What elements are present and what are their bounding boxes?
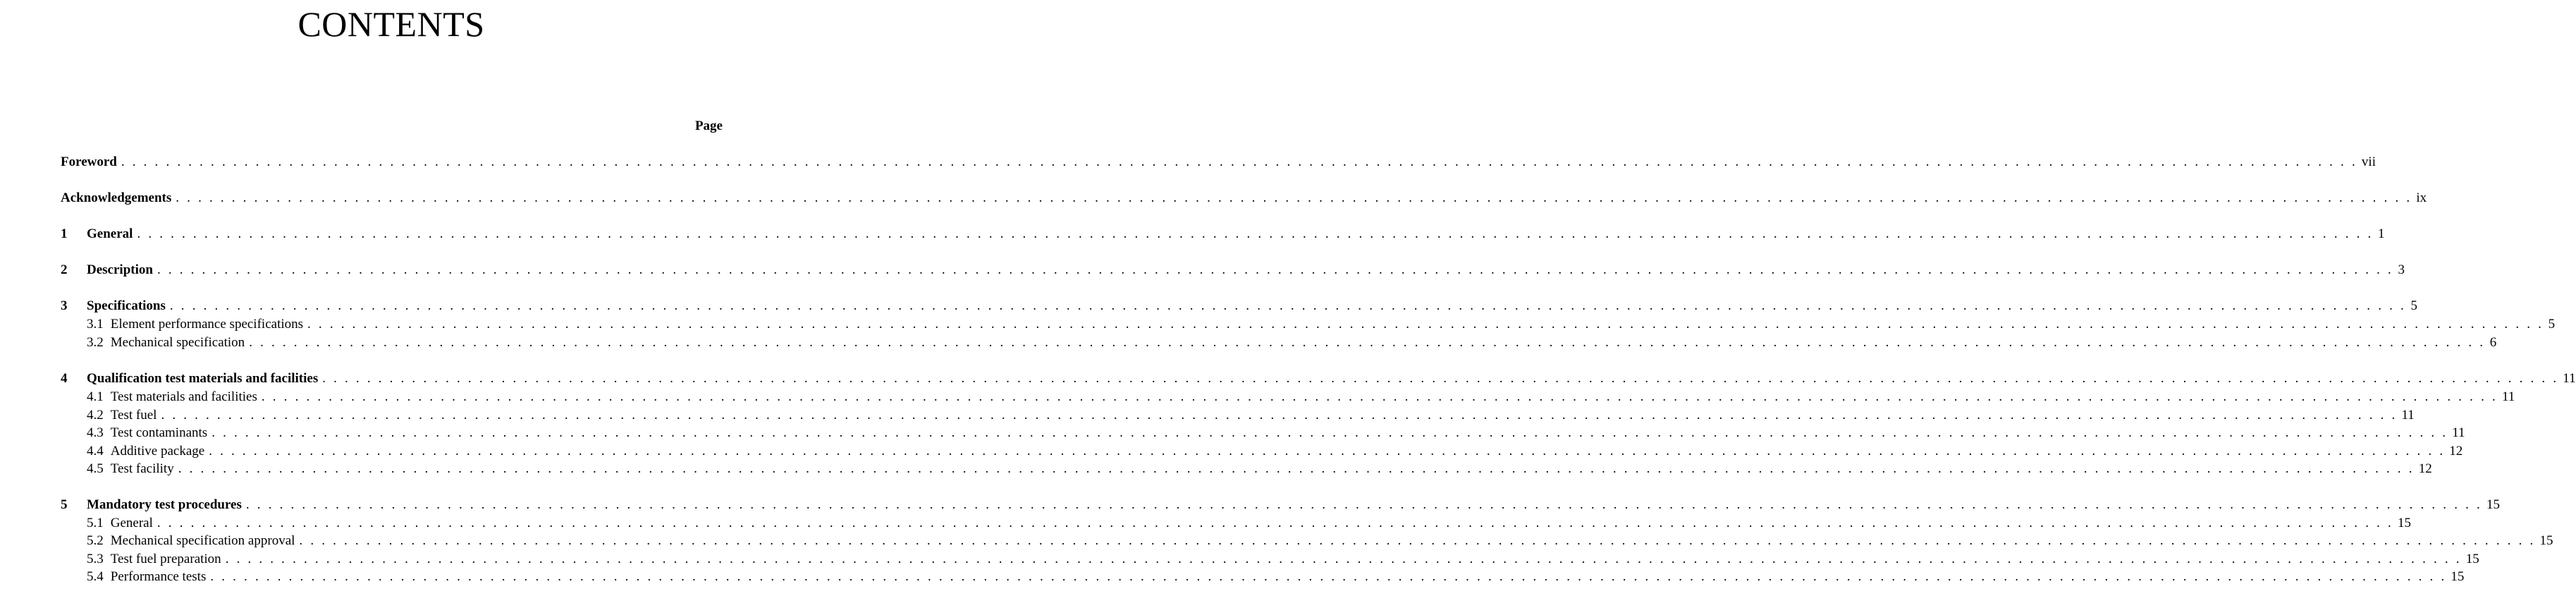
toc-entry-title: Mechanical specification approval	[110, 533, 295, 548]
toc-entry-page: vii	[2361, 154, 2376, 169]
toc-entry-title: Mechanical specification	[110, 335, 245, 350]
toc-entry-title: Description	[87, 262, 153, 277]
toc-entry-number: 4.1	[87, 389, 104, 404]
toc-entry-title: Foreword	[61, 154, 117, 169]
toc-entry[interactable]	[61, 569, 2465, 585]
toc-entry[interactable]	[61, 334, 2497, 351]
toc-entry-page: 5	[2548, 317, 2556, 332]
toc-entry[interactable]	[61, 515, 2411, 532]
toc-entry-number: 4.4	[87, 444, 104, 459]
toc-entry-number: 5.3	[87, 552, 104, 566]
dot-leader: . . . . . . . . . . . . . . . . . . . . . . . . . . . . . . . . . . . . . . . . . . . . . . . . . . . . . . . . . . . . . . . . . . . . . . . . . . . . . . . . . . . . . . . . . . . . . . . . . . . . . . . . . . . . . . . . . . . . . . . . . . . . . . . . . . . . . . . . . . . . . . . . . . . . . . . . . . . . . . . . . . . . . . . . . . . . . . . . . . . . . . . . . . . . . . . . . . . . . . . .	[178, 461, 2415, 476]
toc-entry-number: 5.2	[87, 533, 104, 548]
toc-entry-page: 15	[2539, 533, 2553, 548]
toc-entry[interactable]	[61, 154, 2376, 171]
toc-entry-page: 15	[2486, 497, 2500, 512]
dot-leader: . . . . . . . . . . . . . . . . . . . . . . . . . . . . . . . . . . . . . . . . . . . . . . . . . . . . . . . . . . . . . . . . . . . . . . . . . . . . . . . . . . . . . . . . . . . . . . . . . . . . . . . . . . . . . . . . . . . . . . . . . . . . . . . . . . . . . . . . . . . . . . . . . . . . . . . . . . . . . . . . . . . . . . . . . . . . . . . . . . . . . . . . . . . . . . . . . . . . . . . .	[299, 533, 2536, 548]
toc-entry-title: Test fuel preparation	[110, 552, 221, 566]
toc-entry[interactable]	[61, 497, 2500, 514]
toc-entry[interactable]	[61, 370, 2576, 387]
toc-entry[interactable]	[61, 443, 2463, 460]
toc-entry-number: 2	[61, 262, 68, 277]
toc-entry-number: 1	[61, 226, 68, 241]
toc-entry-page: 15	[2451, 569, 2465, 584]
toc-entry[interactable]	[61, 316, 2556, 333]
toc-entry-title: Test facility	[110, 461, 174, 476]
toc-entry-page: 15	[2397, 516, 2411, 530]
page-title: CONTENTS	[298, 4, 485, 44]
toc-entry-page: 5	[2410, 298, 2417, 313]
toc-entry-title: Test fuel	[110, 408, 157, 423]
dot-leader: . . . . . . . . . . . . . . . . . . . . . . . . . . . . . . . . . . . . . . . . . . . . . . . . . . . . . . . . . . . . . . . . . . . . . . . . . . . . . . . . . . . . . . . . . . . . . . . . . . . . . . . . . . . . . . . . . . . . . . . . . . . . . . . . . . . . . . . . . . . . . . . . . . . . . . . . . . . . . . . . . . . . . . . . . . . . . . . . . . . . . . . . . . . . . . . . . . . . . . . .	[307, 317, 2544, 332]
toc-entry[interactable]	[61, 551, 2479, 568]
dot-leader: . . . . . . . . . . . . . . . . . . . . . . . . . . . . . . . . . . . . . . . . . . . . . . . . . . . . . . . . . . . . . . . . . . . . . . . . . . . . . . . . . . . . . . . . . . . . . . . . . . . . . . . . . . . . . . . . . . . . . . . . . . . . . . . . . . . . . . . . . . . . . . . . . . . . . . . . . . . . . . . . . . . . . . . . . . . . . . . . . . . . . . . . . . . . . . . . . . . . . . . .	[249, 335, 2486, 350]
toc-entry-title: Specifications	[87, 298, 166, 313]
toc-entry[interactable]	[61, 425, 2465, 442]
toc-entry[interactable]	[61, 298, 2417, 315]
toc-entry-number: 4.3	[87, 425, 104, 440]
toc-entry-page: 12	[2418, 461, 2432, 476]
dot-leader: . . . . . . . . . . . . . . . . . . . . . . . . . . . . . . . . . . . . . . . . . . . . . . . . . . . . . . . . . . . . . . . . . . . . . . . . . . . . . . . . . . . . . . . . . . . . . . . . . . . . . . . . . . . . . . . . . . . . . . . . . . . . . . . . . . . . . . . . . . . . . . . . . . . . . . . . . . . . . . . . . . . . . . . . . . . . . . . . . . . . . . . . . . . . . . . . . . . . . . . .	[157, 262, 2393, 277]
toc-entry-title: General	[87, 226, 133, 241]
toc-entry-title: Acknowledgements	[61, 190, 172, 205]
toc-entry[interactable]	[61, 533, 2553, 549]
dot-leader: . . . . . . . . . . . . . . . . . . . . . . . . . . . . . . . . . . . . . . . . . . . . . . . . . . . . . . . . . . . . . . . . . . . . . . . . . . . . . . . . . . . . . . . . . . . . . . . . . . . . . . . . . . . . . . . . . . . . . . . . . . . . . . . . . . . . . . . . . . . . . . . . . . . . . . . . . . . . . . . . . . . . . . . . . . . . . . . . . . . . . . . . . . . . . . . . . . . . . . . .	[322, 371, 2559, 386]
toc-entry-page: 15	[2465, 552, 2479, 566]
toc-entry-title: Qualification test materials and facilities	[87, 371, 319, 386]
toc-entry-page: 3	[2398, 262, 2405, 277]
toc-entry-page: 11	[2401, 408, 2415, 423]
dot-leader: . . . . . . . . . . . . . . . . . . . . . . . . . . . . . . . . . . . . . . . . . . . . . . . . . . . . . . . . . . . . . . . . . . . . . . . . . . . . . . . . . . . . . . . . . . . . . . . . . . . . . . . . . . . . . . . . . . . . . . . . . . . . . . . . . . . . . . . . . . . . . . . . . . . . . . . . . . . . . . . . . . . . . . . . . . . . . . . . . . . . . . . . . . . . . . . . . . . . . . . .	[211, 425, 2448, 440]
dot-leader: . . . . . . . . . . . . . . . . . . . . . . . . . . . . . . . . . . . . . . . . . . . . . . . . . . . . . . . . . . . . . . . . . . . . . . . . . . . . . . . . . . . . . . . . . . . . . . . . . . . . . . . . . . . . . . . . . . . . . . . . . . . . . . . . . . . . . . . . . . . . . . . . . . . . . . . . . . . . . . . . . . . . . . . . . . . . . . . . . . . . . . . . . . . . . . . . . . . . . . . .	[161, 408, 2398, 423]
toc-entry[interactable]	[61, 407, 2415, 424]
toc-entry-title: Test contaminants	[110, 425, 208, 440]
toc-entry-title: Test materials and facilities	[110, 389, 257, 404]
toc-entry-page: 1	[2378, 226, 2385, 241]
toc-entry-title: Mandatory test procedures	[87, 497, 242, 512]
dot-leader: . . . . . . . . . . . . . . . . . . . . . . . . . . . . . . . . . . . . . . . . . . . . . . . . . . . . . . . . . . . . . . . . . . . . . . . . . . . . . . . . . . . . . . . . . . . . . . . . . . . . . . . . . . . . . . . . . . . . . . . . . . . . . . . . . . . . . . . . . . . . . . . . . . . . . . . . . . . . . . . . . . . . . . . . . . . . . . . . . . . . . . . . . . . . . . . . . . . . . . . .	[209, 444, 2446, 459]
toc-entry-title: Element performance specifications	[110, 317, 304, 332]
toc-entry[interactable]	[61, 389, 2515, 406]
dot-leader: . . . . . . . . . . . . . . . . . . . . . . . . . . . . . . . . . . . . . . . . . . . . . . . . . . . . . . . . . . . . . . . . . . . . . . . . . . . . . . . . . . . . . . . . . . . . . . . . . . . . . . . . . . . . . . . . . . . . . . . . . . . . . . . . . . . . . . . . . . . . . . . . . . . . . . . . . . . . . . . . . . . . . . . . . . . . . . . . . . . . . . . . . . . . . . . . . . . . . . . .	[225, 552, 2462, 566]
dot-leader: . . . . . . . . . . . . . . . . . . . . . . . . . . . . . . . . . . . . . . . . . . . . . . . . . . . . . . . . . . . . . . . . . . . . . . . . . . . . . . . . . . . . . . . . . . . . . . . . . . . . . . . . . . . . . . . . . . . . . . . . . . . . . . . . . . . . . . . . . . . . . . . . . . . . . . . . . . . . . . . . . . . . . . . . . . . . . . . . . . . . . . . . . . . . . . . . . . . . . . . .	[261, 389, 2498, 404]
toc-entry-page: 12	[2449, 444, 2463, 459]
toc-entry[interactable]	[61, 461, 2432, 478]
dot-leader: . . . . . . . . . . . . . . . . . . . . . . . . . . . . . . . . . . . . . . . . . . . . . . . . . . . . . . . . . . . . . . . . . . . . . . . . . . . . . . . . . . . . . . . . . . . . . . . . . . . . . . . . . . . . . . . . . . . . . . . . . . . . . . . . . . . . . . . . . . . . . . . . . . . . . . . . . . . . . . . . . . . . . . . . . . . . . . . . . . . . . . . . . . . . . . . . . . . . . . . .	[169, 298, 2406, 313]
toc-entry-title: Additive package	[110, 444, 205, 459]
toc-entry-title: Performance tests	[110, 569, 207, 584]
toc-entry-number: 5.4	[87, 569, 104, 584]
toc-entry-number: 3.2	[87, 335, 104, 350]
toc-entry-page: 11	[2563, 371, 2576, 386]
toc-entry-page: 11	[2452, 425, 2465, 440]
toc-entry-number: 5	[61, 497, 68, 512]
dot-leader: . . . . . . . . . . . . . . . . . . . . . . . . . . . . . . . . . . . . . . . . . . . . . . . . . . . . . . . . . . . . . . . . . . . . . . . . . . . . . . . . . . . . . . . . . . . . . . . . . . . . . . . . . . . . . . . . . . . . . . . . . . . . . . . . . . . . . . . . . . . . . . . . . . . . . . . . . . . . . . . . . . . . . . . . . . . . . . . . . . . . . . . . . . . . . . . . . . . . . . . .	[157, 516, 2393, 530]
toc-entry-page: ix	[2416, 190, 2427, 205]
toc-entry[interactable]	[61, 226, 2385, 243]
toc-entry-page: 6	[2489, 335, 2497, 350]
toc-entry-number: 5.1	[87, 516, 104, 530]
page-column-label: Page	[694, 119, 723, 133]
toc-entry-number: 4.5	[87, 461, 104, 476]
toc-entry-page: 11	[2501, 389, 2515, 404]
toc-entry-number: 3	[61, 298, 68, 313]
toc-entry[interactable]	[61, 262, 2405, 279]
toc-entry[interactable]	[61, 190, 2427, 207]
toc-entry-number: 3.1	[87, 317, 104, 332]
toc-entry-title: General	[110, 516, 153, 530]
dot-leader: . . . . . . . . . . . . . . . . . . . . . . . . . . . . . . . . . . . . . . . . . . . . . . . . . . . . . . . . . . . . . . . . . . . . . . . . . . . . . . . . . . . . . . . . . . . . . . . . . . . . . . . . . . . . . . . . . . . . . . . . . . . . . . . . . . . . . . . . . . . . . . . . . . . . . . . . . . . . . . . . . . . . . . . . . . . . . . . . . . . . . . . . . . . . . . . . . . . . . . . .	[121, 154, 2357, 169]
dot-leader: . . . . . . . . . . . . . . . . . . . . . . . . . . . . . . . . . . . . . . . . . . . . . . . . . . . . . . . . . . . . . . . . . . . . . . . . . . . . . . . . . . . . . . . . . . . . . . . . . . . . . . . . . . . . . . . . . . . . . . . . . . . . . . . . . . . . . . . . . . . . . . . . . . . . . . . . . . . . . . . . . . . . . . . . . . . . . . . . . . . . . . . . . . . . . . . . . . . . . . . .	[137, 226, 2374, 241]
toc-entry-number: 4.2	[87, 408, 104, 423]
dot-leader: . . . . . . . . . . . . . . . . . . . . . . . . . . . . . . . . . . . . . . . . . . . . . . . . . . . . . . . . . . . . . . . . . . . . . . . . . . . . . . . . . . . . . . . . . . . . . . . . . . . . . . . . . . . . . . . . . . . . . . . . . . . . . . . . . . . . . . . . . . . . . . . . . . . . . . . . . . . . . . . . . . . . . . . . . . . . . . . . . . . . . . . . . . . . . . . . . . . . . . . .	[176, 190, 2412, 205]
toc-entry-number: 4	[61, 371, 68, 386]
dot-leader: . . . . . . . . . . . . . . . . . . . . . . . . . . . . . . . . . . . . . . . . . . . . . . . . . . . . . . . . . . . . . . . . . . . . . . . . . . . . . . . . . . . . . . . . . . . . . . . . . . . . . . . . . . . . . . . . . . . . . . . . . . . . . . . . . . . . . . . . . . . . . . . . . . . . . . . . . . . . . . . . . . . . . . . . . . . . . . . . . . . . . . . . . . . . . . . . . . . . . . . .	[210, 569, 2447, 584]
dot-leader: . . . . . . . . . . . . . . . . . . . . . . . . . . . . . . . . . . . . . . . . . . . . . . . . . . . . . . . . . . . . . . . . . . . . . . . . . . . . . . . . . . . . . . . . . . . . . . . . . . . . . . . . . . . . . . . . . . . . . . . . . . . . . . . . . . . . . . . . . . . . . . . . . . . . . . . . . . . . . . . . . . . . . . . . . . . . . . . . . . . . . . . . . . . . . . . . . . . . . . . .	[245, 497, 2482, 512]
